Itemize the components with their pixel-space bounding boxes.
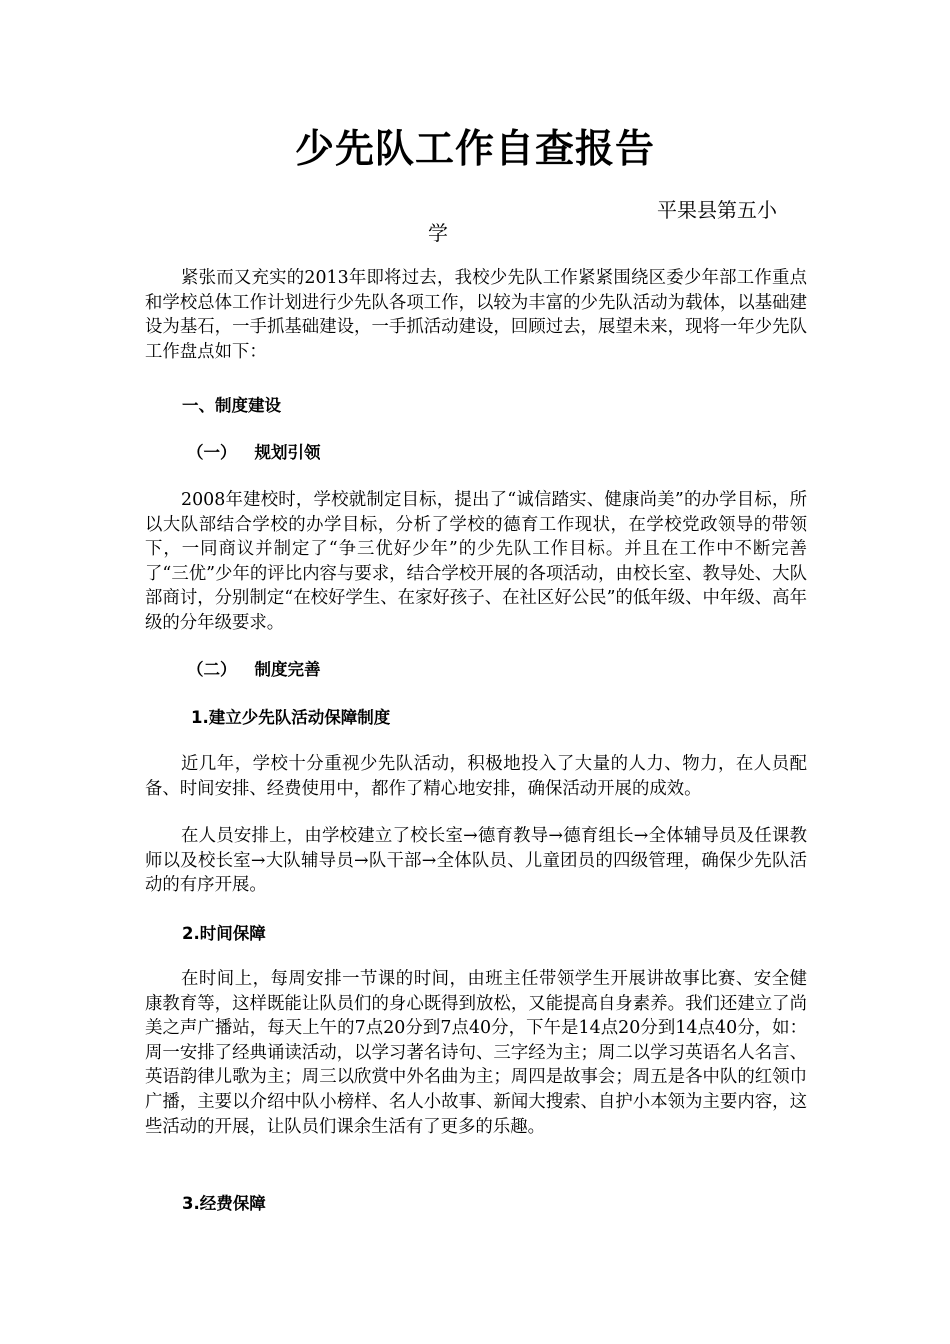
subsection-number: （一） — [187, 443, 237, 462]
item-heading-funding: 3.经费保障 — [182, 1194, 266, 1213]
item-heading-guarantee-system: 1.建立少先队活动保障制度 — [191, 708, 391, 727]
subsection-heading-planning — [187, 441, 321, 465]
intro-paragraph: 紧张而又充实的2013年即将过去，我校少先队工作紧紧围绕区委少年部工作重点和学校总体工作计划进行少先队各项工作，以较为丰富的少先队活动为载体，以基础建设为基石，一手抓基础建设，一手抓活动建设，回顾过去，展望未来，现将一年少先队工作盘点如下： — [145, 268, 807, 362]
school-name-line1: 平果县第五小 — [657, 198, 777, 222]
item-heading-time: 2.时间保障 — [182, 924, 266, 943]
document-title: 少先队工作自查报告 — [294, 127, 655, 172]
subsection-heading-improvement — [187, 658, 321, 682]
subsection-number: （二） — [187, 660, 237, 679]
planning-paragraph: 2008年建校时，学校就制定目标，提出了“诚信踏实、健康尚美”的办学目标，所以大队部结合学校的办学目标，分析了学校的德育工作现状，在学校党政领导的带领下，一同商议并制定了“争三优好少年”的少先队工作目标。并且在工作中不断完善了“三优”少年的评比内容与要求，结合学校开展的各项活动，由校长室、教导处、大队部商讨，分别制定“在校好学生、在家好孩子、在社区好公民”的低年级、中年级、高年级的分年级要求。 — [145, 490, 807, 633]
personnel-paragraph: 在人员安排上，由学校建立了校长室→德育教导→德育组长→全体辅导员及任课教师以及校长室→大队辅导员→队干部→全体队员、儿童团员的四级管理，确保少先队活动的有序开展。 — [145, 826, 807, 896]
subsection-label: 制度完善 — [254, 660, 321, 679]
subsection-label: 规划引领 — [254, 443, 321, 462]
guarantee-paragraph: 近几年，学校十分重视少先队活动，积极地投入了大量的人力、物力，在人员配备、时间安排、经费使用中，都作了精心地安排，确保活动开展的成效。 — [145, 754, 807, 799]
time-paragraph: 在时间上，每周安排一节课的时间，由班主任带领学生开展讲故事比赛、安全健康教育等，这样既能让队员们的身心既得到放松，又能提高自身素养。我们还建立了尚美之声广播站，每天上午的7点20分到7点40分，下午是14点20分到14点40分，如：周一安排了经典诵读活动，以学习著名诗句、三字经为主；周二以学习英语名人名言、英语韵律儿歌为主；周三以欣赏中外名曲为主；周四是故事会；周五是各中队的红领巾广播，主要以介绍中队小榜样、名人小故事、新闻大搜索、自护小本领为主要内容，这些活动的开展，让队员们课余生活有了更多的乐趣。 — [145, 969, 807, 1137]
school-name-line2: 学 — [428, 221, 448, 245]
section-heading-system: 一、制度建设 — [182, 396, 281, 415]
